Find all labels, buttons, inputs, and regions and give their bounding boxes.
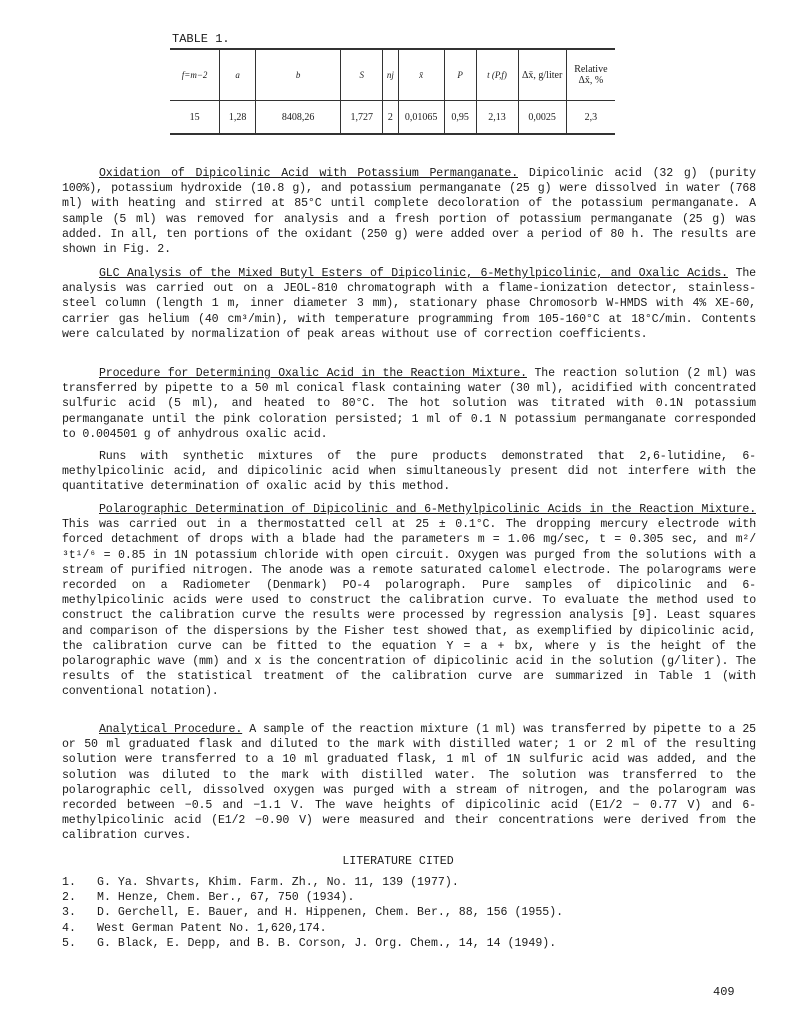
header-f: f=m−2 [170,49,220,101]
ref-number: 3. [62,906,76,920]
paragraph-glc [62,266,756,342]
literature-heading: LITERATURE CITED [342,855,454,868]
section-heading: Polarographic Determination of Dipicolinic and 6-Methylpicolinic Acids in the Reaction Mixture. [99,503,756,516]
list-item [62,905,762,920]
page-number: 409 [713,985,735,999]
paragraph-text: A sample of the reaction mixture (1 ml) was transferred by pipette to a 25 or 50 ml graduated flask and diluted to the mark with distilled water; 1 or 2 ml of the resulting solution were transferred to a 10 ml graduated flask, 1 ml of 1N sulfuric acid was added, and the solution was diluted to the mark with distilled water. The solution was transferred to the polarographic cell, dissolved oxygen was purged with a stream of nitrogen, and the polarogram was recorded between −0.5 and −1.1 V. The wave heights of dipicolinic acid (E1/2 − 0.77 V) and 6-methylpicolinic acid (E1/2 −0.90 V) were measured and their concentrations were derived from the calibration curves. [62,723,756,843]
header-delta-x: Δx̄, g/liter [518,49,566,101]
list-item [62,921,762,936]
reference-list [62,875,762,951]
header-p: P [444,49,476,101]
paragraph-text: The reaction solution (2 ml) was transferred by pipette to a 50 ml conical flask containing water (30 ml), acidified with concentrated sulfuric acid (5 ml), and heated to 80°C. The hot solution was titrated with 0.1N potassium permanganate until the pink coloration persisted; 1 ml of 0.1 N potassium permanganate corresponded to 0.004501 g of anhydrous oxalic acid. [62,367,756,441]
paragraph-polarographic [62,502,756,700]
cell-a: 1,28 [220,101,256,135]
ref-text: M. Henze, Chem. Ber., 67, 750 (1934). [97,891,355,905]
header-t: t (P,f) [476,49,518,101]
paragraph-text: Runs with synthetic mixtures of the pure products demonstrated that 2,6-lutidine, 6-methylpicolinic acid, and dipicolinic acid when simultaneously present did not interfere with the quantitative determination of oxalic acid by this method. [62,450,756,494]
paragraph-oxalic [62,366,756,442]
list-item [62,890,762,905]
header-relative: Relative Δx̄, % [566,49,615,101]
cell-b: 8408,26 [256,101,341,135]
header-s: S [341,49,383,101]
header-a: a [220,49,256,101]
paragraph-text: Dipicolinic acid (32 g) (purity 100%), potassium hydroxide (10.8 g), and potassium permanganate (25 g) were dissolved in water (768 ml) with heating and stirred at 85°C until complete decoloration of the potassium permanganate. A sample (5 ml) was removed for analysis and a fresh portion of potassium permanganate (25 g) was added. In all, ten portions of the oxidant (250 g) were added over a period of 80 h. The results are shown in Fig. 2. [62,167,756,257]
table-header-row [170,49,615,101]
section-heading: Procedure for Determining Oxalic Acid in the Reaction Mixture. [99,367,527,380]
paragraph-oxidation [62,166,756,257]
ref-text: G. Black, E. Depp, and B. B. Corson, J. Org. Chem., 14, 14 (1949). [97,936,557,950]
ref-number: 2. [62,891,76,905]
results-table [170,48,615,135]
header-xbar: x̄ [398,49,444,101]
cell-nj: 2 [383,101,398,135]
cell-p: 0,95 [444,101,476,135]
ref-number: 1. [62,876,76,889]
list-item [62,936,762,951]
header-nj: nj [383,49,398,101]
section-heading: GLC Analysis of the Mixed Butyl Esters of Dipicolinic, 6-Methylpicolinic, and Oxalic Acids. [99,267,728,280]
table-row [170,101,615,135]
ref-number: 4. [62,921,76,935]
cell-s: 1,727 [341,101,383,135]
cell-xbar: 0,01065 [398,101,444,135]
ref-text: G. Ya. Shvarts, Khim. Farm. Zh., No. 11, 139 (1977). [97,876,459,889]
cell-delta-x: 0,0025 [518,101,566,135]
cell-relative: 2,3 [566,101,615,135]
paragraph-analytical [62,722,756,844]
cell-t: 2,13 [476,101,518,135]
section-heading: Oxidation of Dipicolinic Acid with Potassium Permanganate. [99,167,518,180]
paragraph-text: The analysis was carried out on a JEOL-810 chromatograph with a flame-ionization detector, stainless-steel column (length 1 m, inner diameter 3 mm), stationary phase Chromosorb W-HMDS with 4% XE-60, carrier gas helium (40 cm³/min), with temperature programming from 105-160°C at 18°C/min. Contents were calculated by normalization of peak areas without use of correction coefficients. [62,267,756,341]
paragraph-text: This was carried out in a thermostatted cell at 25 ± 0.1°C. The dropping mercury electrode with forced detachment of drops with a blade had the parameters m = 1.06 mg/sec, t = 0.305 sec, and m²/³t¹/⁶ = 0.85 in 1N potassium chloride with open circuit. Oxygen was purged from the solutions with a stream of purified nitrogen. The anode was a remote saturated calomel electrode. The polarograms were recorded on a Radiometer (Denmark) PO-4 polarograph. Pure samples of dipicolinic and 6-methylpicolinic acids were used to construct the calibration curve. To evaluate the method used to construct the calibration curve the results were processed by regression analysis [9]. Least squares and comparison of the dispersions by the Fisher test showed that, as exemplified by dipicolinic acid, the calibration curve can be fitted to the equation Y = a + bx, where y is the height of the polarographic wave (mm) and x is the concentration of dipicolinic acid in the solution (g/liter). The results of the statistical treatment of the calibration curve are summarized in Table 1 (with conventional notation). [62,518,756,699]
list-item [62,875,762,890]
table-caption: TABLE 1. [172,32,230,46]
cell-f: 15 [170,101,220,135]
ref-text: West German Patent No. 1,620,174. [97,921,327,935]
header-b: b [256,49,341,101]
section-heading: Analytical Procedure. [99,723,243,736]
ref-text: D. Gerchell, E. Bauer, and H. Hippenen, Chem. Ber., 88, 156 (1955). [97,906,564,920]
paragraph-runs [62,449,756,495]
ref-number: 5. [62,936,76,950]
